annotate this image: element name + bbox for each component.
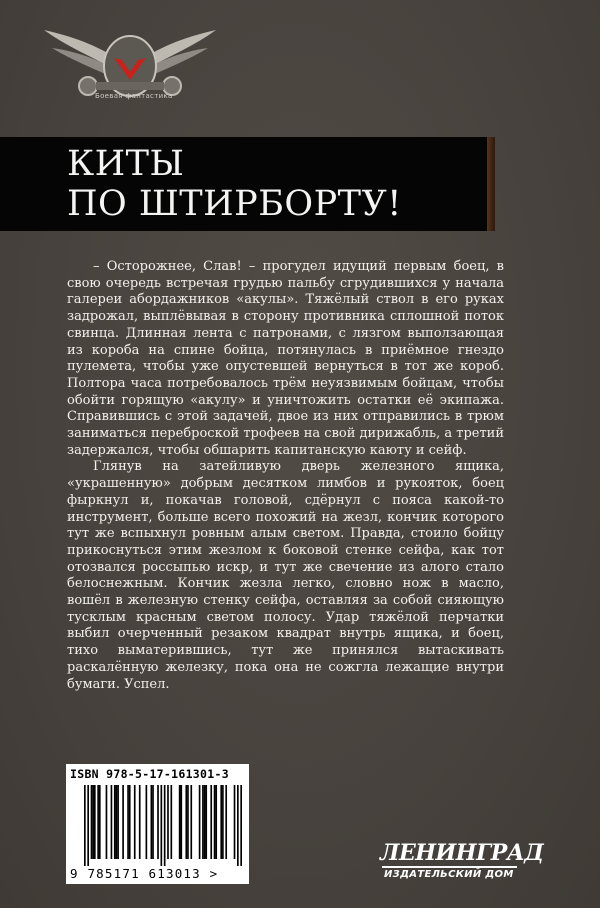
barcode-bar [134,785,136,859]
barcode-bar [139,785,141,859]
barcode-bar [240,785,242,866]
barcode-bar [127,785,129,859]
barcode-bar [87,785,89,866]
book-title-line-2: ПО ШТИРБОРТУ! [67,184,402,224]
barcode-bar [234,785,236,859]
barcode-bar [205,785,207,859]
barcode-bar [97,785,99,859]
isbn-label: ISBN 978-5-17-161301-3 [70,767,229,781]
excerpt-paragraph: Глянув на затейливую дверь железного ящика, «украшенную» добрым десятком лимбов и рукояток, боец фыркнул и, покачав головой, сдёрнул с пояса какой-то инструмент, больше всего похожий на жезл, кончик которого тут же вспыхнул ровным алым светом. Правда, стоило бойцу прикоснуться этим жезлом к боковой стенке сейфа, как тот отозвался россыпью искр, и тут же свечение из алого стало белоснежным. Кончик жезла легко, словно нож в масло, вошёл в железную стенку сейфа, оставляя за собой сияющую тусклым красным светом полосу. Удар тяжёлой перчатки выбил очерченный резаком квадрат внутрь ящика, и боец, тихо выматерившись, тут же принялся вытаскивать раскалённую железку, пока она не сожгла лежащие внутри бумаги. Успел. [67,459,504,692]
winged-helmet-emblem-icon [44,30,216,96]
barcode-bar [170,785,172,859]
barcode-bar [214,785,216,859]
barcode-bar [151,785,153,859]
barcode-bar [91,785,93,859]
barcode-bar [167,785,169,859]
barcode-bar [146,785,148,859]
barcode-bar [94,785,96,859]
barcode-bar [152,785,154,859]
publisher-subtitle: ИЗДАТЕЛЬСКИЙ ДОМ [384,869,514,880]
barcode-bar [106,785,108,859]
barcode-bar [210,785,212,859]
barcode-bar [129,785,131,859]
barcode-bar [114,785,116,859]
excerpt-paragraph: – Осторожнее, Слав! – прогудел идущий первым боец, в свою очередь встречая грудью пальбу сгрудившихся у начала галереи абордажников «акулы». Тяжёлый ствол в его руках задрожал, выплёвывая в сторону противника сплошной поток свинца. Длинная лента с патронами, с лязгом выползающая из короба на спине бойца, потянулась в приёмное гнездо пулемета, чтобы уже опустевшей вернуться в тот же короб. Полтора часа потребовалось трём неуязвимым бойцам, чтобы обойти горящую «акулу» и уничтожить остатки её экипажа. Справившись с этой задачей, двое из них отправились в трюм заниматься переброской трофеев на свой дирижабль, а третий задержался, чтобы обшарить капитанскую каюту и сейф. [67,259,504,458]
excerpt-text [67,259,504,693]
series-caption: Боевая фантастика [95,92,173,100]
barcode-bar [180,785,182,859]
barcode-bar [122,785,124,859]
barcode-bar [116,785,118,859]
barcode-bar [202,785,204,859]
barcode-bar [161,785,163,866]
barcode-bar [185,785,187,859]
book-title-line-1: КИТЫ [67,144,185,184]
barcode-icon [84,785,242,866]
barcode-bar [179,785,181,859]
publisher-rule [382,866,517,868]
barcode-bar [157,785,159,859]
series-logo [40,8,220,118]
barcode-bar [92,785,94,859]
barcode-bar [204,785,206,859]
barcode-bar [164,785,166,866]
barcode-bar [84,785,86,866]
barcode-bar [117,785,119,859]
barcode-bar [199,785,201,859]
barcode-bar [215,785,217,859]
barcode-bar [237,785,239,866]
barcode-bar [187,785,189,859]
barcode-bar [99,785,101,859]
barcode-bar [222,785,224,859]
barcode-digits: 9 785171 613013 > [70,866,219,881]
barcode-bar [220,785,222,859]
barcode-bar [190,785,192,859]
barcode-bar [225,785,227,859]
publisher-name: ЛЕНИНГРАД [380,840,544,866]
barcode-bar [111,785,113,859]
